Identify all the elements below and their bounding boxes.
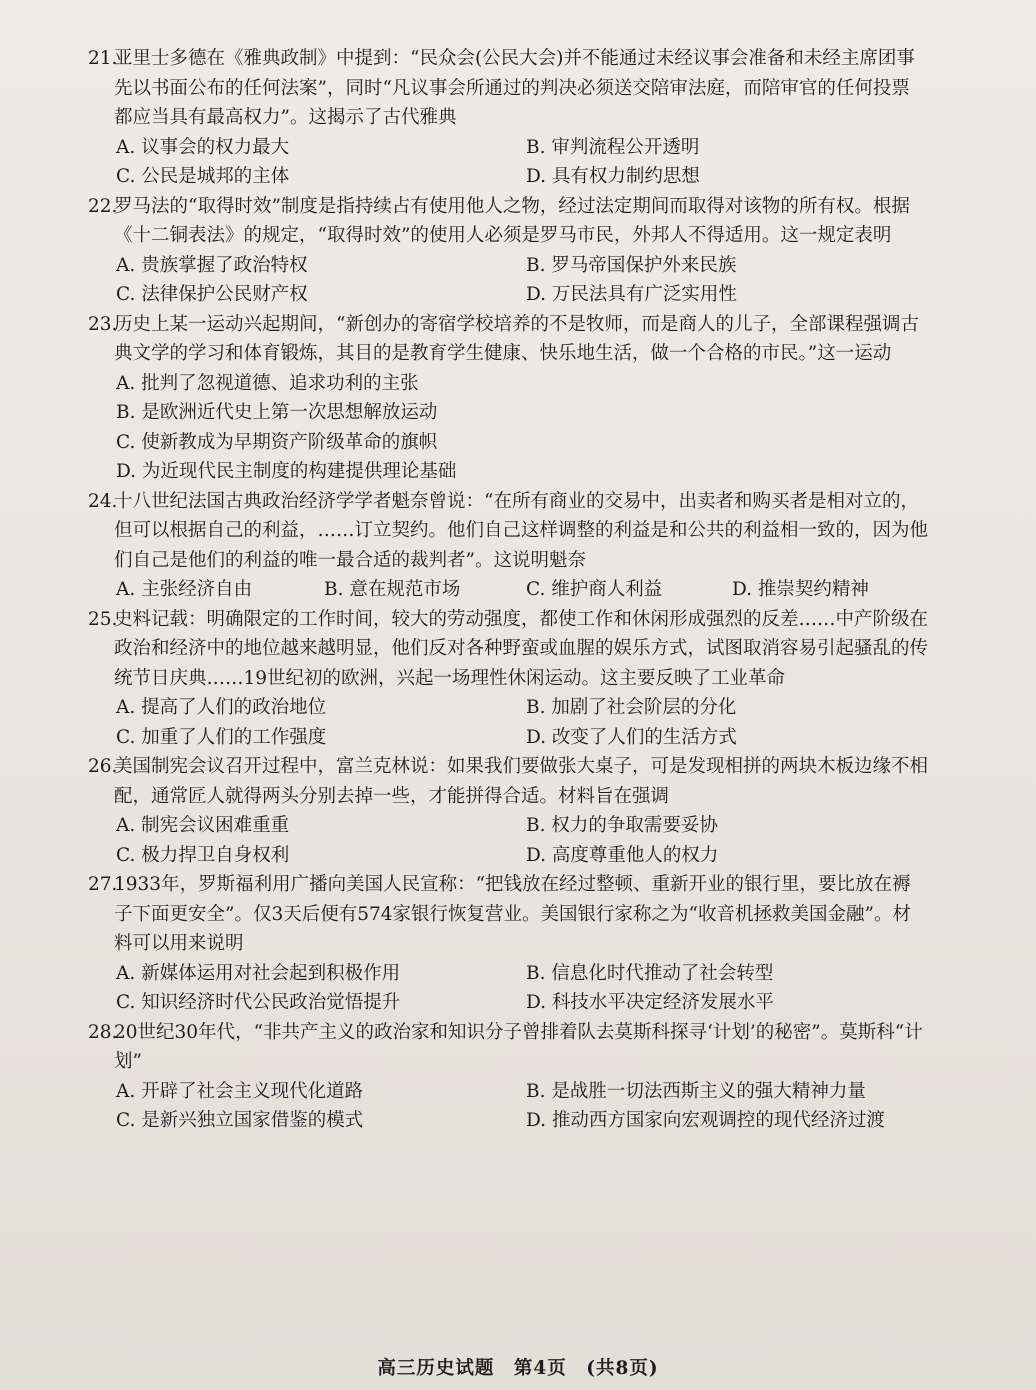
question-stem: 美国制宪会议召开过程中，富兰克林说：如果我们要做张大桌子，可是发现相拼的两块木板边缘不相配，通常匠人就得两头分别去掉一些，才能拼得合适。材料旨在强调 <box>114 756 929 807</box>
option-d: D. 推动西方国家向宏观调控的现代经济过渡 <box>526 1110 885 1131</box>
question-21 <box>88 44 928 192</box>
option-a: A. 开辟了社会主义现代化道路 <box>116 1080 364 1102</box>
question-stem: 亚里士多德在《雅典政制》中提到：“民众会(公民大会)并不能通过未经议事会准备和未经主席团事先以书面公布的任何法案”，同时“凡议事会所通过的判决必须送交陪审法庭，而陪审官的任何投票都应当具有最高权力”。这揭示了古代雅典 <box>114 48 915 128</box>
option-a: A. 议事会的权力最大 <box>116 136 290 158</box>
option-a: A. 新媒体运用对社会起到积极作用 <box>116 962 401 984</box>
question-25 <box>88 605 928 753</box>
option-c: C. 知识经济时代公民政治觉悟提升 <box>116 992 401 1013</box>
question-number: 25. <box>88 608 118 630</box>
option-b: B. 权力的争取需要妥协 <box>526 815 718 836</box>
option-c: C. 使新教成为早期资产阶级革命的旗帜 <box>116 431 438 453</box>
page-footer: 高三历史试题 第4页 (共8页) <box>377 1358 659 1379</box>
option-list <box>88 251 928 310</box>
question-number: 23. <box>88 313 118 335</box>
question-number: 24. <box>88 490 118 512</box>
option-d: D. 推崇契约精神 <box>732 579 869 600</box>
option-d: D. 具有权力制约思想 <box>526 166 700 187</box>
option-b: B. 罗马帝国保护外来民族 <box>526 254 737 276</box>
question-stem: 十八世纪法国古典政治经济学学者魁奈曾说：“在所有商业的交易中，出卖者和购买者是相对立的，但可以根据自己的利益，……订立契约。他们自己这样调整的利益是和公共的利益相一致的，因为他们自己是他们的利益的唯一最合适的裁判者”。这说明魁奈 <box>114 490 929 571</box>
option-list <box>88 133 928 192</box>
option-list <box>88 369 928 487</box>
option-a: A. 批判了忽视道德、追求功利的主张 <box>116 372 419 394</box>
option-list <box>88 1077 928 1136</box>
option-list <box>88 693 928 752</box>
question-number: 26. <box>88 756 118 777</box>
question-stem: 历史上某一运动兴起期间，“新创办的寄宿学校培养的不是牧师，而是商人的儿子，全部课程强调古典文学的学习和体育锻炼，其目的是教育学生健康、快乐地生活，做一个合格的市民。”这一运动 <box>114 313 919 364</box>
question-number: 22. <box>88 195 118 217</box>
option-b: B. 信息化时代推动了社会转型 <box>526 962 774 984</box>
option-list <box>88 959 928 1018</box>
question-stem: 20世纪30年代，“非共产主义的政治家和知识分子曾排着队去莫斯科探寻‘计划’的秘密”。莫斯科“计划” <box>114 1021 923 1072</box>
option-a: A. 贵族掌握了政治特权 <box>116 254 308 276</box>
option-c: C. 法律保护公民财产权 <box>116 284 308 305</box>
question-26 <box>88 752 928 870</box>
option-b: B. 是战胜一切法西斯主义的强大精神力量 <box>526 1080 866 1102</box>
option-d: D. 为近现代民主制度的构建提供理论基础 <box>116 461 457 482</box>
question-stem: 罗马法的“取得时效”制度是指持续占有使用他人之物，经过法定期间而取得对该物的所有权。根据《十二铜表法》的规定，“取得时效”的使用人必须是罗马市民，外邦人不得适用。这一规定表明 <box>114 195 910 246</box>
option-d: D. 万民法具有广泛实用性 <box>526 284 737 305</box>
option-c: C. 极力捍卫自身权利 <box>116 844 290 866</box>
question-number: 28. <box>88 1021 118 1043</box>
option-c: C. 维护商人利益 <box>526 579 663 600</box>
option-a: A. 提高了人们的政治地位 <box>116 697 327 718</box>
question-28 <box>88 1018 928 1136</box>
option-b: B. 加剧了社会阶层的分化 <box>526 697 737 718</box>
option-b: B. 审判流程公开透明 <box>526 136 700 158</box>
option-a: A. 制宪会议困难重重 <box>116 815 290 836</box>
question-22 <box>88 192 928 310</box>
option-c: C. 是新兴独立国家借鉴的模式 <box>116 1110 364 1131</box>
option-a: A. 主张经济自由 <box>116 579 253 600</box>
question-stem: 史料记载：明确限定的工作时间，较大的劳动强度，都使工作和休闲形成强烈的反差……中产阶级在政治和经济中的地位越来越明显，他们反对各种野蛮或血腥的娱乐方式，试图取消容易引起骚乱的传统节日庆典……19世纪初的欧洲，兴起一场理性休闲运动。这主要反映了工业革命 <box>114 608 929 689</box>
option-b: B. 意在规范市场 <box>324 579 461 600</box>
question-list <box>88 44 928 1136</box>
question-23 <box>88 310 928 487</box>
question-stem: 1933年，罗斯福利用广播向美国人民宣称：“把钱放在经过整顿、重新开业的银行里，要比放在褥子下面更安全”。仅3天后便有574家银行恢复营业。美国银行家称之为“收音机拯救美国金融”。材料可以用来说明 <box>114 874 911 954</box>
option-d: D. 高度尊重他人的权力 <box>526 844 719 866</box>
option-list <box>88 811 928 870</box>
question-24 <box>88 487 928 605</box>
option-b: B. 是欧洲近代史上第一次思想解放运动 <box>116 402 438 423</box>
question-27 <box>88 870 928 1018</box>
question-number: 27. <box>88 874 118 895</box>
option-c: C. 加重了人们的工作强度 <box>116 726 327 748</box>
question-number: 21. <box>88 48 118 69</box>
option-list <box>88 575 928 605</box>
option-c: C. 公民是城邦的主体 <box>116 166 290 187</box>
option-d: D. 改变了人们的生活方式 <box>526 726 737 748</box>
option-d: D. 科技水平决定经济发展水平 <box>526 992 774 1013</box>
